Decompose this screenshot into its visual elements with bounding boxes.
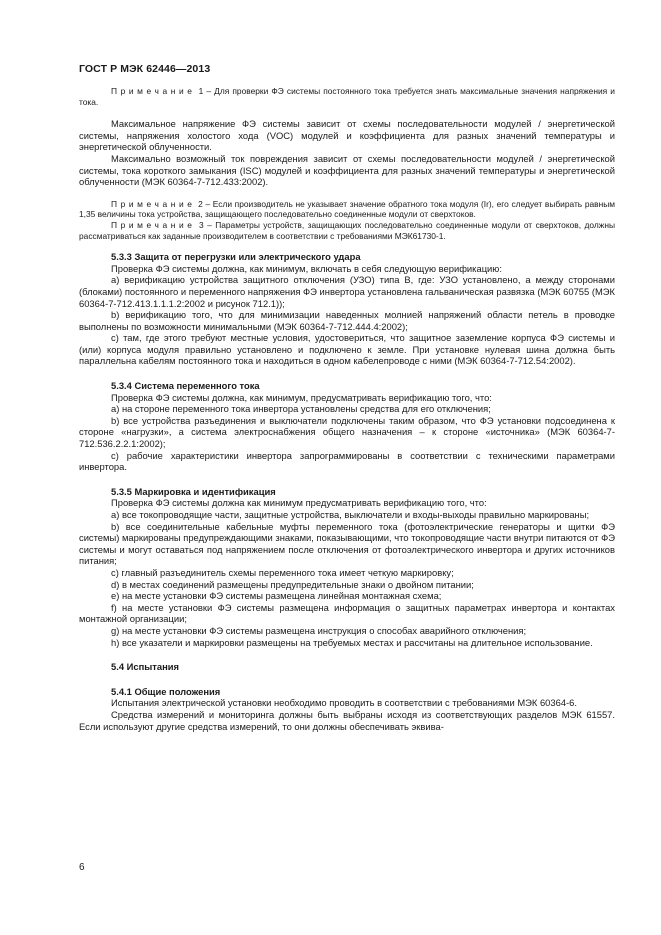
list-item: b) верификацию того, что для минимизации наведенных молнией напряжений области петель в проводке выполнены по возможности минимальными (МЭК 60364-7-712.444.4:2002); bbox=[79, 309, 615, 332]
list-item: a) все токопроводящие части, защитные устройства, выключатели и входы-выходы правильно маркированы; bbox=[111, 509, 590, 520]
list-item: d) в местах соединений размещены предупредительные знаки о двойном питании; bbox=[111, 578, 474, 590]
paragraph: Проверка ФЭ системы должна, как минимум, включать в себя следующую верификацию: bbox=[111, 262, 502, 274]
paragraph: Максимально возможный ток повреждения зависит от схемы последовательности модулей / энергетической системы, тока короткого замыкания (ISC) модулей и коэффициента для разных значений температуры и энергетической облученности (МЭК 60364-7-712.433:2002). bbox=[79, 152, 615, 188]
section-heading-5-3-5: 5.3.5 Маркировка и идентификация bbox=[111, 485, 276, 497]
note-text: Если производитель не указывает значение обратного тока модуля (Ir), его следует выбирать равным 1,35 величины тока устройства, защищающего последовательно соединенные модули от сверхтоков. bbox=[79, 198, 615, 220]
note-number: 1 – bbox=[198, 86, 212, 96]
paragraph: Испытания электрической установки необходимо проводить в соответствии с требованиями МЭК 60364-6. bbox=[111, 697, 577, 709]
section-heading-5-3-4: 5.3.4 Система переменного тока bbox=[111, 380, 260, 392]
section-heading-5-4-1: 5.4.1 Общие положения bbox=[111, 685, 221, 697]
note-number: 3 – bbox=[198, 219, 212, 230]
list-item: b) все соединительные кабельные муфты переменного тока (фотоэлектрические генераторы и щитки ФЭ системы) маркированы предупреждающими знаками, показывающими, что токопроводящие части внутри питаются от ФЭ системы и могут оставаться под напряжением после отключения от фотоэлектрического инвертора и других источников питания; bbox=[79, 520, 615, 567]
list-item: a) на стороне переменного тока инвертора установлены средства для его отключения; bbox=[111, 403, 491, 415]
list-item: c) там, где этого требуют местные условия, удостовериться, что защитное заземление корпуса ФЭ системы и (или) корпуса модуля правильно установлено и подключено к земле. При установке нулевая шина должна быть параллельна кабелям постоянного тока и находиться в одном кабелепроводе с ними (МЭК 60364-7-712.54:2002). bbox=[79, 332, 615, 367]
note-label: Примечание bbox=[111, 219, 196, 230]
paragraph: Проверка ФЭ системы должна как минимум предусматривать верификацию того, что: bbox=[111, 497, 487, 509]
page-number: 6 bbox=[79, 862, 85, 873]
list-item: h) все указатели и маркировки размещены на требуемых местах и рассчитаны на длительное использование. bbox=[111, 636, 593, 648]
list-item: g) на месте установки ФЭ системы размещена инструкция о способах аварийного отключения; bbox=[111, 624, 527, 636]
list-item: a) верификацию устройства защитного отключения (УЗО) типа B, где: УЗО установлено, а между сторонами (блоками) постоянного и переменного напряжения ФЭ инвертора установлена гальваническая развязка (МЭК 60755 (МЭК 60364-7-712.413.1.1.1.2:2002 и рисунок 712.1)); bbox=[79, 274, 615, 309]
paragraph: Проверка ФЭ системы должна, как минимум, предусматривать верификацию того, что: bbox=[111, 391, 492, 403]
list-item: c) главный разъединитель схемы переменного тока имеет четкую маркировку; bbox=[111, 566, 454, 578]
note-1 bbox=[79, 86, 615, 107]
note-text: Параметры устройств, защищающих последовательно соединенные модули от сверхтоков, должны рассматриваться как заданные производителем в соответствии с требованиями МЭК61730-1. bbox=[79, 219, 615, 241]
list-item: b) все устройства разъединения и выключатели подключены таким образом, что ФЭ установки подсоединена к стороне «нагрузки», а система электроснабжения общего назначения – к стороне «источника» (МЭК 60364-7-712.536.2.2.1:2002); bbox=[79, 414, 615, 450]
note-text: Для проверки ФЭ системы постоянного тока требуется знать максимальные значения напряжения и тока. bbox=[79, 86, 615, 107]
page-content bbox=[79, 86, 615, 732]
list-item: f) на месте установки ФЭ системы размещена информация о защитных параметрах инвертора и контактах монтажной организации; bbox=[79, 601, 615, 625]
note-number: 2 – bbox=[198, 198, 211, 209]
section-heading-5-4: 5.4 Испытания bbox=[111, 661, 179, 673]
page-header: ГОСТ Р МЭК 62446—2013 bbox=[79, 63, 211, 75]
note-label: Примечание bbox=[111, 198, 196, 209]
section-heading-5-3-3: 5.3.3 Защита от перегрузки или электрического удара bbox=[111, 251, 361, 263]
note-label: Примечание bbox=[111, 86, 196, 96]
paragraph: Максимальное напряжение ФЭ системы зависит от схемы последовательности модулей / энергетической системы, напряжения холостого хода (VOC) модулей и коэффициента для разных значений температуры и энергетической облученности. bbox=[79, 118, 615, 153]
list-item: c) рабочие характеристики инвертора запрограммированы в соответствии с техническими параметрами инвертора. bbox=[79, 449, 615, 473]
paragraph: Средства измерений и мониторинга должны быть выбраны исходя из соответствующих разделов МЭК 61557. Если используют другие средства измерений, то они должны обеспечивать эквива- bbox=[79, 708, 615, 732]
note-2 bbox=[79, 199, 615, 220]
list-item: e) на месте установки ФЭ системы размещена линейная монтажная схема; bbox=[111, 590, 442, 602]
note-3 bbox=[79, 220, 615, 241]
